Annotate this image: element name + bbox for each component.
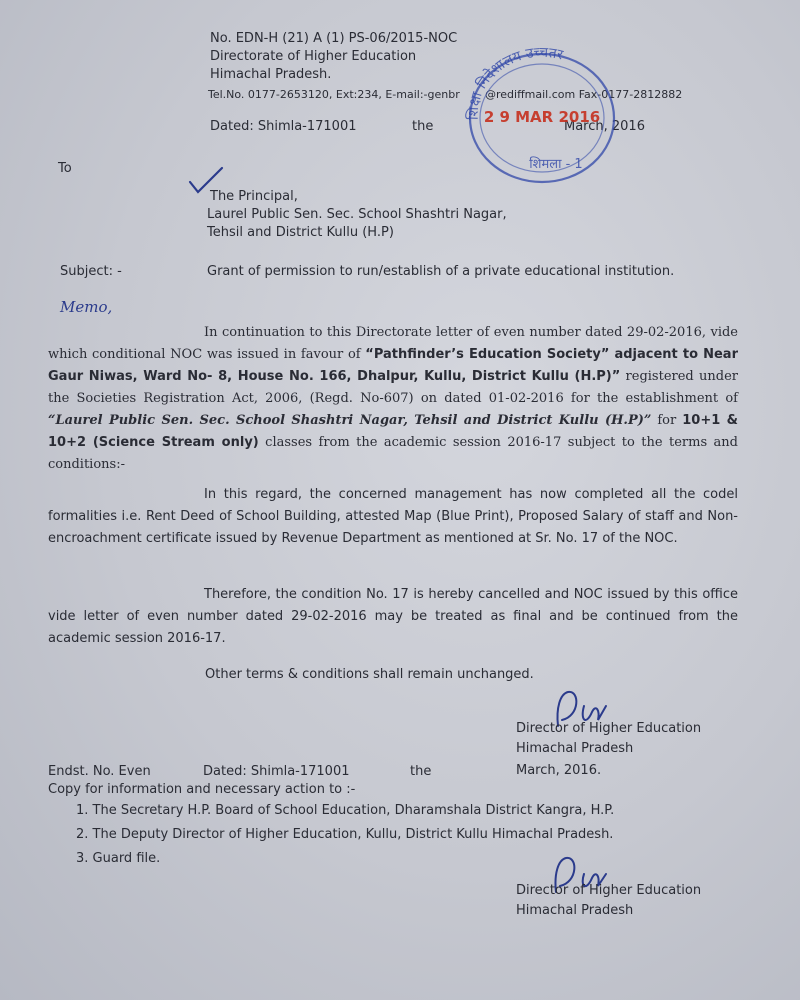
endorsement-dated: Dated: Shimla-171001 [203,764,350,779]
addressee-line-1: The Principal, [210,189,298,204]
addressee-line-2: Laurel Public Sen. Sec. School Shashtri Nagar, [207,207,507,222]
dated-label: Dated: Shimla-171001 [210,119,357,134]
p1-text-a: In continuation to this Directorate letter of even number dated 29-02-2016, vide which conditional NOC was issued in favour of [48,325,738,362]
copy-to-label: Copy for information and necessary action to :- [48,782,356,797]
endorsement-the: the [410,764,432,779]
signatory-2-title: Director of Higher Education [516,883,702,898]
school-name: “Laurel Public Sen. Sec. School Shashtri Nagar, Tehsil and District Kullu (H.P)” [48,413,652,428]
copy-item-3: 3. Guard file. [76,851,161,866]
p1-text-e: for [651,413,683,428]
paragraph-1 [48,322,738,476]
subject-text: Grant of permission to run/establish of a private educational institution. [207,264,675,279]
addressee-line-3: Tehsil and District Kullu (H.P) [207,225,394,240]
stamp-top-text: शिक्षा निदेशालय उच्चतर [465,44,565,121]
subject-label: Subject: - [60,264,122,279]
dated-month: March, 2016 [564,119,645,134]
paragraph-4: Other terms & conditions shall remain unchanged. [205,667,534,682]
reference-number: No. EDN-H (21) A (1) PS-06/2015-NOC [210,31,458,46]
stamp-bottom-text: शिमला - 1 [529,157,583,172]
copy-item-2: 2. The Deputy Director of Higher Education, Kullu, District Kullu Himachal Pradesh. [76,827,614,842]
signatory-1-date: March, 2016. [516,763,602,778]
to-label: To [58,161,72,176]
p1-text-c: registered under the Societies Registration Act, 2006, (Regd. No-607) on dated 01-02-2016 for the establishment of [48,369,738,406]
office-stamp [456,38,626,188]
signatory-1-title: Director of Higher Education [516,721,702,736]
endorsement-number: Endst. No. Even [48,764,151,779]
memo-handwritten: Memo, [60,298,113,316]
office-state: Himachal Pradesh. [210,67,332,82]
office-name: Directorate of Higher Education [210,49,417,64]
signatory-1-state: Himachal Pradesh [516,741,634,756]
classes-stream: 10+1 & 10+2 (Science Stream only) [48,413,738,450]
p1-text-g: classes from the academic session 2016-17 subject to the terms and conditions:- [48,435,738,472]
signatory-2-state: Himachal Pradesh [516,903,634,918]
contact-line-b: @rediffmail.com Fax-0177-2812882 [485,88,683,101]
paragraph-2: In this regard, the concerned management has now completed all the codel formalities i.e. Rent Deed of School Building, attested Map (Blue Print), Proposed Salary of staff and Non-encroachment certificate issued by Revenue Department as mentioned at Sr. No. 17 of the NOC. [48,487,738,546]
copy-item-1: 1. The Secretary H.P. Board of School Education, Dharamshala District Kangra, H.P. [76,803,615,818]
society-name: “Pathfinder’s Education Society” adjacent to Near Gaur Niwas, Ward No- 8, House No. 166, Dhalpur, Kullu, District Kullu (H.P)” [48,347,738,384]
dated-the: the [412,119,434,134]
paragraph-3: Therefore, the condition No. 17 is hereby cancelled and NOC issued by this office vide letter of even number dated 29-02-2016 may be treated as final and be continued from the academic session 2016-17. [48,587,738,646]
stamp-date: 2 9 MAR 2016 [483,108,601,126]
contact-line-a: Tel.No. 0177-2653120, Ext:234, E-mail:-genbr [208,88,460,101]
